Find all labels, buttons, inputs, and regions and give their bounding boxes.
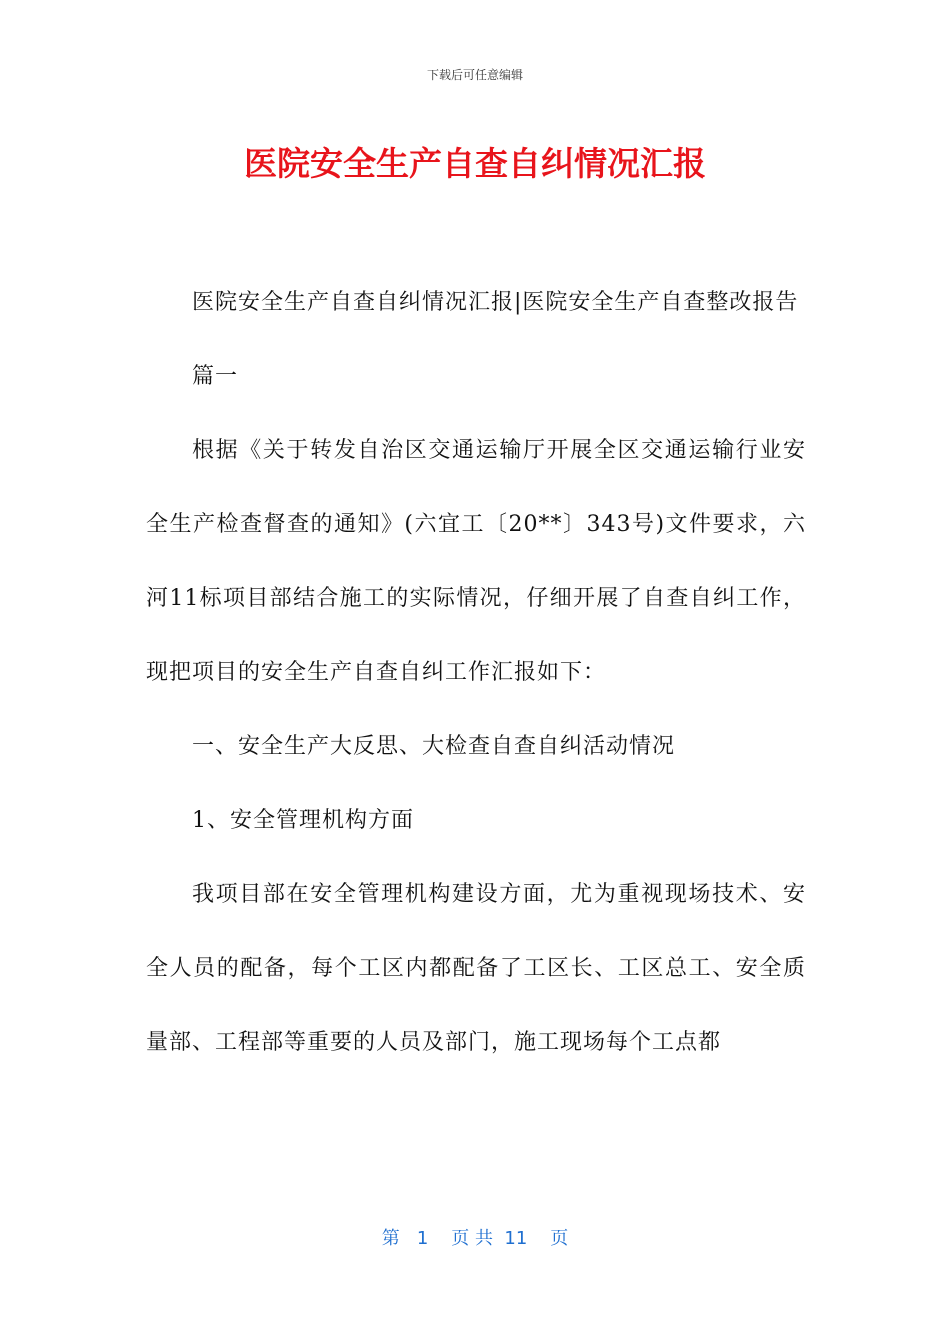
paragraph: 医院安全生产自查自纠情况汇报|医院安全生产自查整改报告 [192, 290, 799, 315]
paragraph: 我项目部在安全管理机构建设方面，尤为重视现场技术、安全人员的配备，每个工区内都配备了工区长、工区总工、安全质量部、工程部等重要的人员及部门，施工现场每个工点都 [146, 882, 806, 1055]
page-number-footer: 第 1 页 共 11 页 [381, 1228, 569, 1249]
document-body [146, 266, 806, 1080]
document-title: 医院安全生产自查自纠情况汇报 [244, 144, 706, 183]
paragraph: 根据《关于转发自治区交通运输厅开展全区交通运输行业安全生产检查督查的通知》(六宜工〔20**〕343号)文件要求，六河11标项目部结合施工的实际情况，仔细开展了自查自纠工作，现把项目的安全生产自查自纠工作汇报如下： [146, 438, 806, 685]
paragraph: 1、安全管理机构方面 [192, 808, 414, 833]
paragraph: 一、安全生产大反思、大检查自查自纠活动情况 [192, 734, 676, 759]
paragraph: 篇一 [192, 364, 239, 389]
header-note: 下载后可任意编辑 [426, 68, 523, 82]
